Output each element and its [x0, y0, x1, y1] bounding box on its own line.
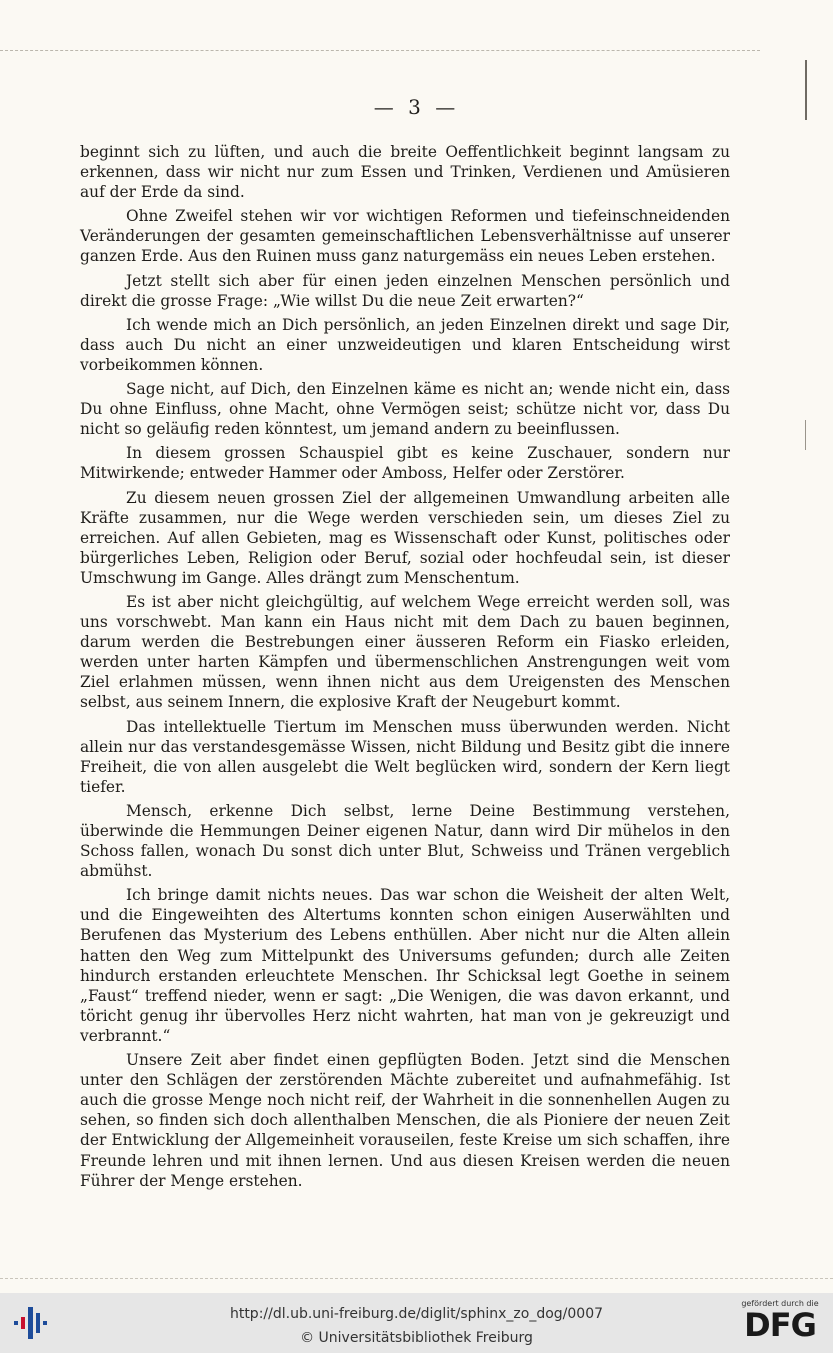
paragraph: Jetzt stellt sich aber für einen jeden einzelnen Menschen persönlich und direkt die grosse Frage: „Wie willst Du die neue Zeit erwarten?“	[80, 271, 730, 310]
page-number: — 3 —	[373, 95, 460, 119]
paragraph: Es ist aber nicht gleichgültig, auf welchem Wege erreicht werden soll, was uns vorschwebt. Man kann ein Haus nicht mit dem Dach zu bauen beginnen, darum werden die Bestrebungen einer äusseren Reform ein Fiasko erleiden, werden unter harten Kämpfen und übermenschlichen Anstrengungen weit vom Ziel erlahmen müssen, wenn ihnen nicht aus dem Ureigensten des Menschen selbst, aus seinem Innern, die explosive Kraft der Neugeburt kommt.	[80, 592, 730, 712]
paragraph: Sage nicht, auf Dich, den Einzelnen käme es nicht an; wende nicht ein, dass Du ohne Einfluss, ohne Macht, ohne Vermögen seist; schütze nicht vor, dass Du nicht so geläufig reden könntest, um jemand andern zu beeinflussen.	[80, 380, 730, 439]
paragraph: In diesem grossen Schauspiel gibt es keine Zuschauer, sondern nur Mitwirkende; entweder Hammer oder Amboss, Helfer oder Zerstörer.	[80, 444, 730, 483]
scan-bottom-edge	[0, 1278, 833, 1279]
paragraph: Ich bringe damit nichts neues. Das war schon die Weisheit der alten Welt, und die Eingeweihten des Altertums konnten schon einigen Auserwählten und Berufenen das Mysterium des Lebens enthüllen. Aber nicht nur die Alten allein hatten den Weg zum Mittelpunkt des Universums gefunden; durch alle Zeiten hindurch erstanden erleuchtete Menschen. Ihr Schicksal legt Goethe in seinem „Faust“ treffend nieder, wenn er sagt: „Die Wenigen, die was davon erkannt, und töricht genug ihr übervolles Herz nicht wahrten, hat man von je gekreuzigt und verbrannt.“	[80, 886, 730, 1045]
paragraph: beginnt sich zu lüften, und auch die breite Oeffentlichkeit beginnt langsam zu erkennen, dass wir nicht nur zum Essen und Trinken, Verdienen und Amüsieren auf der Erde da sind.	[80, 143, 730, 202]
dfg-logo[interactable]	[735, 1299, 825, 1342]
permalink-url[interactable]: http://dl.ub.uni-freiburg.de/diglit/sphinx_zo_dog/0007	[229, 1306, 604, 1322]
paragraph: Unsere Zeit aber findet einen gepflügten Boden. Jetzt sind die Menschen unter den Schlägen der zerstörenden Mächte zubereitet und aufnahmefähig. Ist auch die grosse Menge noch nicht reif, der Wahrheit in die sonnenhellen Augen zu sehen, so finden sich doch allenthalben Menschen, die als Pioniere der neuen Zeit der Entwicklung der Allgemeinheit vorauseilen, feste Kreise um sich schaffen, ihre Freunde lehren und mit ihnen lernen. Und aus diesen Kreisen werden die neuen Führer der Menge erstehen.	[80, 1051, 730, 1190]
paragraph: Mensch, erkenne Dich selbst, lerne Deine Bestimmung verstehen, überwinde die Hemmungen Deiner eigenen Natur, dann wird Dir mühelos in den Schoss fallen, wonach Du sonst dich unter Blut, Schweiss und Tränen vergeblich abmühst.	[80, 801, 730, 881]
dfg-wordmark: DFG	[744, 1306, 816, 1344]
scan-margin-mark	[805, 420, 806, 450]
dfg-funding-note: gefördert durch die	[741, 1299, 819, 1308]
paragraph: Ich wende mich an Dich persönlich, an jeden Einzelnen direkt und sage Dir, dass auch Du nicht an einer unzweideutigen und klaren Entscheidung wirst vorbeikommen können.	[80, 315, 730, 374]
scan-top-edge	[0, 50, 760, 51]
paragraph: Zu diesem neuen grossen Ziel der allgemeinen Umwandlung arbeiten alle Kräfte zusammen, nur die Wege werden verschieden sein, um dieses Ziel zu erreichen. Auf allen Gebieten, mag es Wissenschaft oder Kunst, politisches oder bürgerliches Leben, Religion oder Beruf, sozial oder hochfeudal sein, ist dieser Umschwung im Gange. Alles drängt zum Menschentum.	[80, 488, 730, 587]
paragraph: Ohne Zweifel stehen wir vor wichtigen Reformen und tiefeinschneidenden Veränderungen der gesamten gemeinschaftlichen Lebensverhältnisse auf unserer ganzen Erde. Aus den Ruinen muss ganz naturgemäss ein neues Leben erstehen.	[80, 207, 730, 266]
copyright-notice: © Universitätsbibliothek Freiburg	[300, 1330, 533, 1346]
body-text	[80, 142, 730, 1195]
paragraph: Das intellektuelle Tiertum im Menschen muss überwunden werden. Nicht allein nur das verstandesgemässe Wissen, nicht Bildung und Besitz gibt die innere Freiheit, die von allen ausgelebt die Welt beglücken wird, sondern der Kern liegt tiefer.	[80, 717, 730, 796]
footer-bar	[0, 1293, 833, 1353]
